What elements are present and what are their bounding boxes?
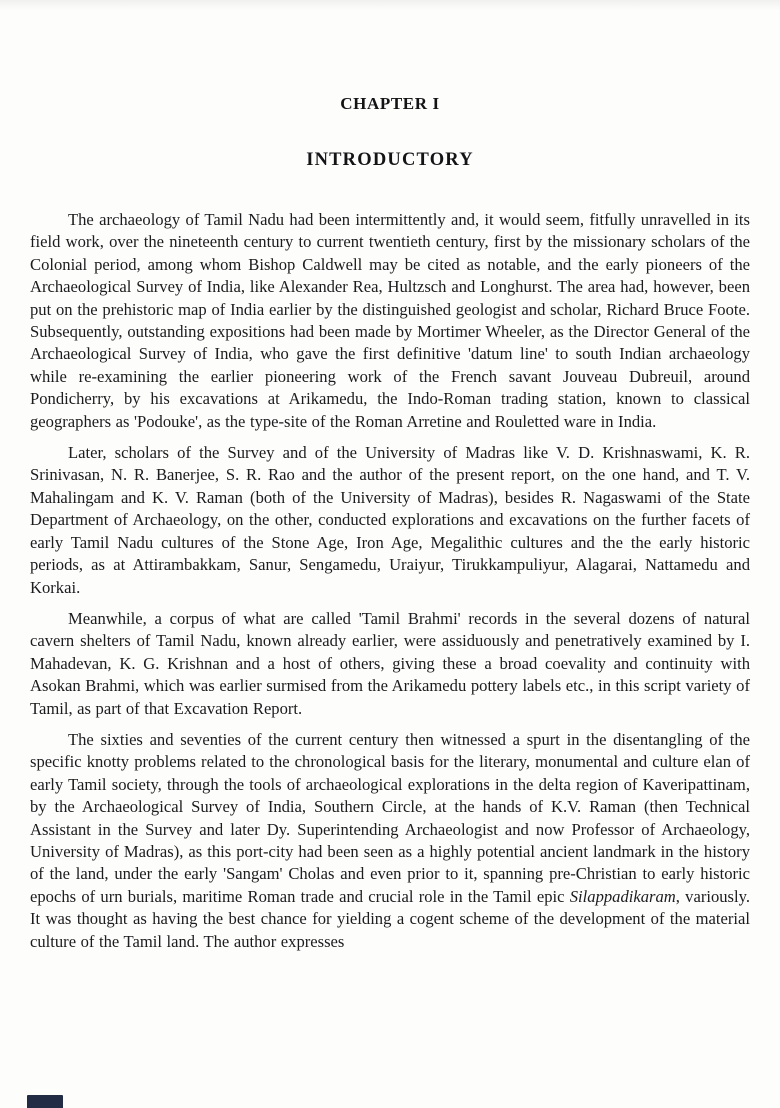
scan-artifact <box>27 1095 63 1108</box>
paragraph-3: Meanwhile, a corpus of what are called 'Tamil Brahmi' records in the several dozens of natural cavern shelters of Tamil Nadu, known already earlier, were assiduously and penetratively examined by I. Mahadevan, K. G. Krishnan and a host of others, giving these a broad coevality and continuity with Asokan Brahmi, which was earlier surmised from the Arikamedu pottery labels etc., in this script variety of Tamil, as part of that Excavation Report. <box>30 608 750 718</box>
paragraph-1: The archaeology of Tamil Nadu had been intermittently and, it would seem, fitfully unravelled in its field work, over the nineteenth century to current twentieth century, first by the missionary scholars of the Colonial period, among whom Bishop Caldwell may be cited as notable, and the early pioneers of the Archaeological Survey of India, like Alexander Rea, Hultzsch and Longhurst. The area had, however, been put on the prehistoric map of India earlier by the distinguished geologist and scholar, Richard Bruce Foote. Subsequently, outstanding expositions had been made by Mortimer Wheeler, as the Director General of the Archaeological Survey of India, who gave the first definitive 'datum line' to south Indian archaeology while re-examining the earlier pioneering work of the French savant Jouveau Dubreuil, around Pondicherry, by his excavations at Arikamedu, the Indo-Roman trading station, known to classical geographers as 'Podouke', as the type-site of the Roman Arretine and Rouletted ware in India. <box>30 210 750 431</box>
paragraph-4-italic-book-title: Silappadikaram <box>569 886 676 906</box>
chapter-title: CHAPTER I <box>340 94 440 113</box>
scan-edge-shading <box>0 0 780 10</box>
paragraph-4-text-before: The sixties and seventies of the current century then witnessed a spurt in the disentangling of the specific knotty problems related to the chronological basis for the literary, monumental and culture elan of early Tamil society, through the tools of archaeological explorations in the delta region of Kaveripattinam, by the Archaeological Survey of India, Southern Circle, at the hands of K.V. Raman (then Technical Assistant in the Survey and later Dy. Superintending Archaeologist and now Professor of Archaeology, University of Madras), as this port-city had been seen as a highly potential ancient landmark in the history of the land, under the early 'Sangam' Cholas and even prior to it, spanning pre-Christian to early historic epochs of urn burials, maritime Roman trade and crucial role in the Tamil epic <box>30 729 750 906</box>
paragraph-4-text-after: , variously. It was thought as having the best chance for yielding a cogent scheme of the development of the material culture of the Tamil land. The author expresses <box>30 886 750 951</box>
paragraph-2: Later, scholars of the Survey and of the University of Madras like V. D. Krishnaswami, K. R. Srinivasan, N. R. Banerjee, S. R. Rao and the author of the present report, on the one hand, and T. V. Mahalingam and K. V. Raman (both of the University of Madras), besides R. Nagaswami of the State Department of Archaeology, on the other, conducted explorations and excavations on the further facets of early Tamil Nadu cultures of the Stone Age, Iron Age, Megalithic cultures and the the early historic periods, as at Attirambakkam, Sanur, Sengamedu, Uraiyur, Tirukkampuliyur, Alagarai, Nattamedu and Korkai. <box>30 443 750 597</box>
paragraph-4 <box>30 729 750 953</box>
section-title: INTRODUCTORY <box>306 150 474 170</box>
